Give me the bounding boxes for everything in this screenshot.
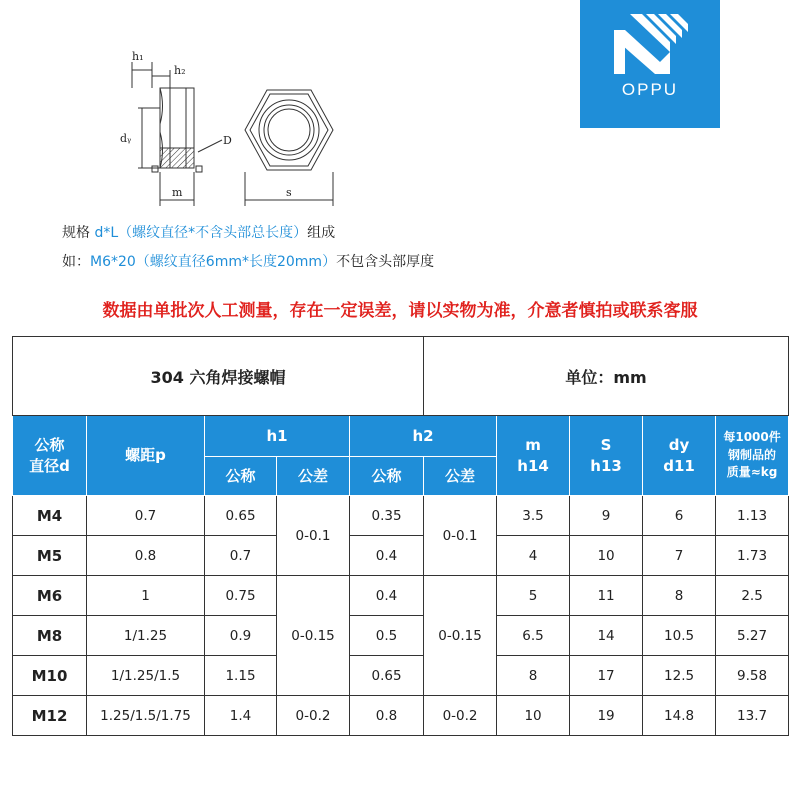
h2-dim-label: h₂ [174, 64, 186, 77]
header-s-line1: S [600, 436, 612, 455]
cell-h1-tolerance: 0-0.2 [277, 696, 350, 736]
header-dy-line1: dy [668, 436, 690, 455]
cell-s: 17 [570, 656, 643, 696]
cell-d: M10 [13, 656, 87, 696]
brand-logo [580, 0, 720, 128]
cell-h1: 1.4 [205, 696, 277, 736]
cell-dy: 8 [643, 576, 716, 616]
cell-p: 1.25/1.5/1.75 [87, 696, 205, 736]
d-dim-label: D [223, 134, 232, 147]
table-row [13, 616, 789, 656]
cell-h2: 0.8 [350, 696, 424, 736]
cell-weight: 9.58 [716, 656, 789, 696]
spec-line-1 [62, 222, 335, 242]
cell-d: M12 [13, 696, 87, 736]
header-nominal-diameter [13, 416, 87, 496]
header-weight [716, 416, 789, 496]
cell-h1: 1.15 [205, 656, 277, 696]
table-title-row [13, 337, 789, 416]
header-m [497, 416, 570, 496]
cell-h2-tolerance: 0-0.2 [424, 696, 497, 736]
cell-dy: 14.8 [643, 696, 716, 736]
h1-dim-label: h₁ [132, 50, 144, 63]
cell-s: 9 [570, 496, 643, 536]
header-d-line2: 直径d [29, 456, 70, 475]
cell-h1-tolerance: 0-0.15 [277, 576, 350, 696]
header-weight-line2: 钢制品的 [728, 447, 777, 462]
weld-nut-diagram [110, 48, 360, 208]
cell-dy: 7 [643, 536, 716, 576]
cell-weight: 2.5 [716, 576, 789, 616]
spec-line-1-prefix: 规格 [62, 225, 95, 241]
table-unit: 单位：mm [424, 337, 789, 416]
cell-h2: 0.4 [350, 576, 424, 616]
cell-weight: 13.7 [716, 696, 789, 736]
spec-line-2-suffix: 不包含头部厚度 [336, 254, 435, 270]
cell-p: 1/1.25/1.5 [87, 656, 205, 696]
cell-p: 0.7 [87, 496, 205, 536]
header-s [570, 416, 643, 496]
cell-d: M4 [13, 496, 87, 536]
spec-line-2 [62, 251, 434, 271]
spec-line-1-suffix: 组成 [307, 225, 336, 241]
spec-line-2-prefix: 如： [62, 254, 90, 270]
header-h2-nominal: 公称 [350, 457, 424, 496]
cell-p: 1 [87, 576, 205, 616]
cell-m: 8 [497, 656, 570, 696]
cell-h2: 0.35 [350, 496, 424, 536]
cell-s: 10 [570, 536, 643, 576]
header-pitch: 螺距p [87, 416, 205, 496]
cell-h2-tolerance: 0-0.15 [424, 576, 497, 696]
header-dy [643, 416, 716, 496]
cell-p: 0.8 [87, 536, 205, 576]
cell-m: 4 [497, 536, 570, 576]
logo-mark-icon [580, 0, 720, 80]
cell-h1: 0.7 [205, 536, 277, 576]
table-header-row-1 [13, 416, 789, 457]
header-weight-line1: 每1000件 [723, 430, 781, 445]
table-title: 304 六角焊接螺帽 [13, 337, 424, 416]
cell-m: 3.5 [497, 496, 570, 536]
header-h2: h2 [350, 416, 497, 457]
table-row [13, 656, 789, 696]
spec-table [12, 336, 789, 736]
cell-d: M8 [13, 616, 87, 656]
cell-p: 1/1.25 [87, 616, 205, 656]
cell-dy: 10.5 [643, 616, 716, 656]
cell-h1-tolerance: 0-0.1 [277, 496, 350, 576]
cell-s: 14 [570, 616, 643, 656]
cell-h1: 0.9 [205, 616, 277, 656]
cell-h2: 0.5 [350, 616, 424, 656]
cell-m: 6.5 [497, 616, 570, 656]
logo-brand-text: OPPU [621, 80, 679, 99]
m-dim-label: m [172, 186, 183, 199]
header-h1-tolerance: 公差 [277, 457, 350, 496]
measurement-warning: 数据由单批次人工测量，存在一定误差，请以实物为准，介意者慎拍或联系客服 [102, 301, 698, 321]
cell-d: M5 [13, 536, 87, 576]
cell-dy: 6 [643, 496, 716, 536]
cell-h2: 0.4 [350, 536, 424, 576]
cell-m: 10 [497, 696, 570, 736]
header-weight-line3: 质量≈kg [726, 465, 778, 480]
s-dim-label: s [286, 186, 292, 199]
table-row [13, 536, 789, 576]
spec-line-1-highlight: d*L（螺纹直径*不含头部总长度） [94, 225, 308, 241]
header-dy-line2: d11 [663, 456, 695, 475]
cell-s: 11 [570, 576, 643, 616]
cell-weight: 1.13 [716, 496, 789, 536]
cell-weight: 1.73 [716, 536, 789, 576]
dy-dim-label: dᵧ [120, 132, 132, 145]
spec-line-2-highlight: M6*20（螺纹直径6mm*长度20mm） [90, 254, 337, 270]
cell-h2-tolerance: 0-0.1 [424, 496, 497, 576]
cell-d: M6 [13, 576, 87, 616]
cell-m: 5 [497, 576, 570, 616]
cell-dy: 12.5 [643, 656, 716, 696]
cell-h2: 0.65 [350, 656, 424, 696]
cell-s: 19 [570, 696, 643, 736]
table-row [13, 496, 789, 536]
table-row [13, 576, 789, 616]
cell-h1: 0.75 [205, 576, 277, 616]
table-row [13, 696, 789, 736]
cell-h1: 0.65 [205, 496, 277, 536]
header-m-line2: h14 [517, 456, 549, 475]
cell-weight: 5.27 [716, 616, 789, 656]
header-d-line1: 公称 [34, 436, 65, 455]
header-h1-nominal: 公称 [205, 457, 277, 496]
header-m-line1: m [525, 436, 541, 455]
header-h2-tolerance: 公差 [424, 457, 497, 496]
header-h1: h1 [205, 416, 350, 457]
header-s-line2: h13 [590, 456, 622, 475]
